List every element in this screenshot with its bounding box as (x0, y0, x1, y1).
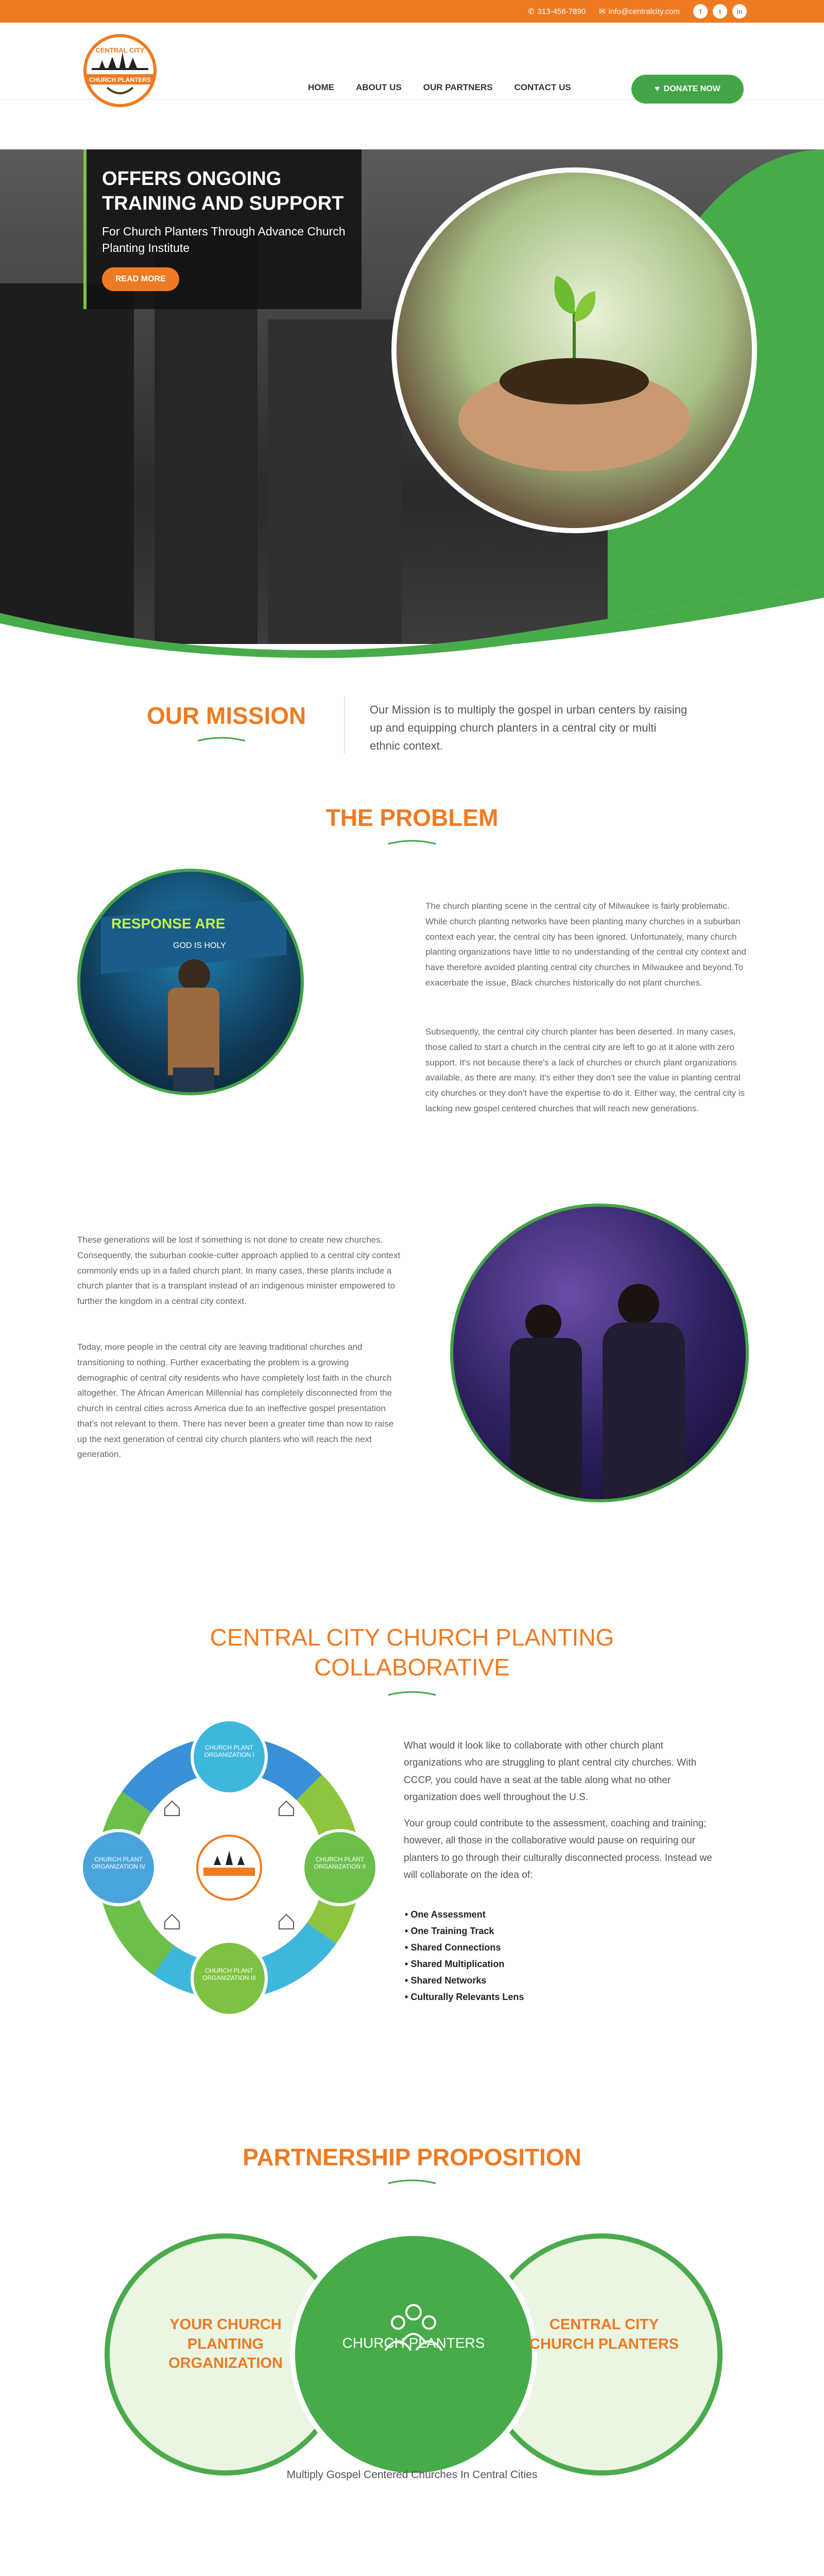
collab-para-2: Your group could contribute to the assessment, coaching and training; however, all those in the collaborative would pause on requiring our planters to go through their culturally disconnected process. Instead we will collaborate on the idea of: (404, 1818, 712, 1880)
collab-swoosh (386, 1690, 438, 1696)
church-icon-2 (279, 1801, 294, 1816)
collab-text (404, 1737, 723, 1884)
collab-title (0, 1623, 824, 1682)
hero-card (83, 149, 362, 309)
partnership-caption: Multiply Gospel Centered Churches In Central Cities (286, 2469, 538, 2481)
org-label-3: CHURCH PLANT ORGANIZATION III (202, 1967, 256, 1981)
donate-icon: ♥ (655, 84, 660, 93)
partner-right-label: CENTRAL CITY CHURCH PLANTERS (529, 2316, 679, 2352)
header-email: info@centralcity.com (608, 7, 680, 16)
screen-text-2: GOD IS HOLY (173, 941, 226, 950)
phone-contact[interactable] (528, 7, 586, 16)
nav-about[interactable]: ABOUT US (356, 82, 402, 92)
phone-icon: ✆ (528, 7, 535, 16)
problem-para-1: The church planting scene in the central city of Milwaukee is fairly problematic. While church planting networks have been planting many churches in a suburban context each year, the central city has been ignored. Unfortunately, many church planting organizations have little to no understanding of the central city context and have therefore avoided planting central city churches in Milwaukee and beyond.To exacerbate the issue, Black churches historically do not plant churches. (425, 901, 746, 988)
org-label-4: CHURCH PLANT ORGANIZATION IV (91, 1856, 146, 1870)
worship-photo (450, 1204, 749, 1502)
nav-home[interactable]: HOME (308, 82, 334, 92)
collab-list-item: • One Training Track (405, 1923, 524, 1939)
problem-swoosh (386, 839, 438, 845)
church-icon-1 (165, 1801, 179, 1816)
org-label-2: CHURCH PLANT ORGANIZATION II (314, 1856, 366, 1870)
twitter-icon[interactable]: t (713, 4, 727, 19)
partnership-title: PARTNERSHIP PROPOSITION (243, 2144, 581, 2171)
mission-divider (344, 697, 345, 753)
mission-title: OUR MISSION (147, 702, 306, 729)
partner-left-label: YOUR CHURCH PLANTING ORGANIZATION (168, 2316, 283, 2372)
hero-title: OFFERS ONGOING TRAINING AND SUPPORT (102, 168, 344, 214)
logo-bottom-text: CHURCH PLANTERS (89, 76, 151, 83)
read-more-button[interactable]: READ MORE (102, 267, 179, 291)
sprout-icon (551, 265, 597, 368)
linkedin-icon[interactable]: in (732, 4, 747, 19)
mission-swoosh (196, 736, 247, 743)
collab-title-line1: CENTRAL CITY CHURCH PLANTING (210, 1624, 614, 1651)
hero-subtitle: For Church Planters Through Advance Church Planting Institute (102, 225, 346, 255)
collab-list-item: • Shared Connections (405, 1939, 524, 1956)
barrier-section (0, 2566, 824, 2576)
speaker-photo (77, 869, 304, 1095)
church-icon-3 (165, 1914, 179, 1929)
collab-list-item: • Shared Networks (405, 1972, 524, 1989)
collab-diagram (82, 1721, 376, 2014)
collab-para-1: What would it look like to collaborate with other church plant organizations who are struggling to plant central city churches. With CCCP, you could have a seat at the table along what no other organization does well throughout the U.S. (404, 1740, 697, 1803)
screen-text-1: RESPONSE ARE (111, 916, 226, 931)
mail-icon: ✉ (599, 7, 606, 16)
partner-center-label: CHURCH PLANTERS (342, 2335, 485, 2351)
donate-button[interactable] (631, 75, 744, 104)
hero-plant-image (397, 173, 752, 528)
facebook-icon[interactable]: f (693, 4, 708, 19)
org-label-1: CHURCH PLANT ORGANIZATION I (204, 1744, 254, 1758)
hero-wave (0, 567, 824, 670)
donate-label: DONATE NOW (663, 84, 720, 93)
collab-list-item: • Culturally Relevants Lens (405, 1989, 524, 2005)
header-phone: 313-456-7890 (537, 7, 586, 16)
problem-para-4: Today, more people in the central city are leaving traditional churches and transitioning to nothing. Further exacerbating the problem is a growing demographic of central city residents who have completely lost faith in the church altogether. The African American Millennial has completely disconnected from the church in central cities across America due to an ineffective gospel presentation that's not relevant to them. There has never been a greater time than now to raise up the next generation of central city church planters who will reach the next generation. (77, 1342, 394, 1460)
problem-title: THE PROBLEM (325, 804, 499, 831)
collab-list-item: • One Assessment (405, 1906, 524, 1923)
main-nav (308, 82, 571, 93)
collab-title-line2: COLLABORATIVE (314, 1653, 510, 1681)
problem-para-3: These generations will be lost if something is not done to create new churches. Consequently, the suburban cookie-cutter approach applied to a central city context commonly ends up in a failed church plant. In many cases, these plants include a church planter that is a transplant instead of an indigenous minister empowered to further the kingdom in a central city context. (77, 1235, 401, 1306)
contact-strip (0, 0, 824, 23)
logo-top-text: CENTRAL CITY (95, 46, 145, 54)
partnership-swoosh (386, 2178, 438, 2184)
mission-text: Our Mission is to multiply the gospel in urban centers by raising up and equipping church planters in a central city or multi ethnic context. (370, 703, 688, 753)
social-links (693, 4, 747, 19)
problem-para-2: Subsequently, the central city church planter has been deserted. In many cases, those called to start a church in the central city are left to go at it alone with zero support. It's not because there's a lack of churches or church plant organizations available, as there are many. It's either they don't see the value in planting central city churches or they don't have the expertise to do it. Either way, the central city is lacking new gospel centered churches that will reach new generations. (425, 1027, 745, 1113)
partner-circle-center (293, 2233, 535, 2476)
collab-list-item: • Shared Multiplication (405, 1956, 524, 1972)
site-logo[interactable] (71, 32, 169, 109)
collab-list (405, 1906, 524, 2005)
nav-contact[interactable]: CONTACT US (514, 82, 571, 92)
nav-partners[interactable]: OUR PARTNERS (423, 82, 493, 92)
church-icon-4 (279, 1914, 294, 1929)
email-contact[interactable] (599, 7, 680, 16)
